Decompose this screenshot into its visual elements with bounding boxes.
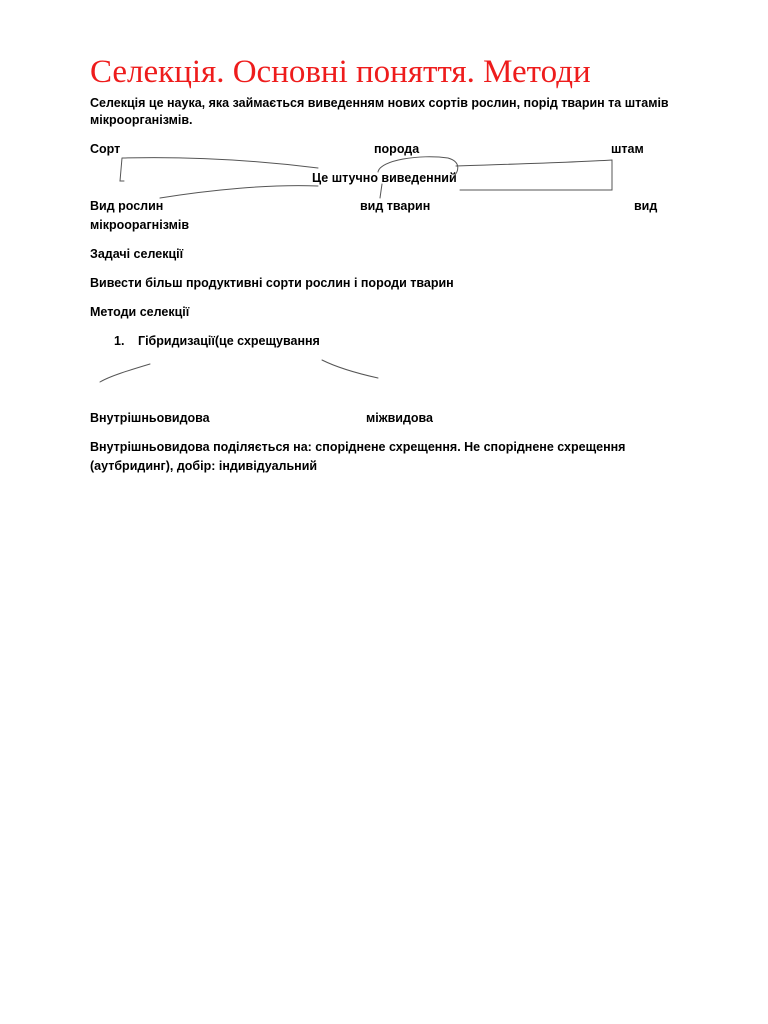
- list-item-hybridization: Гібридизації(це схрещування: [138, 334, 320, 348]
- diagram-label-microorganisms: мікроорагнізмів: [90, 218, 190, 232]
- list-item-number: 1.: [114, 334, 125, 348]
- connector-sort-bracket: [120, 158, 318, 181]
- tasks-text: Вивести більш продуктивні сорти рослин і породи тварин: [90, 276, 454, 290]
- diagram-label-animal-species: вид тварин: [360, 199, 431, 213]
- conclusion-line-2: (аутбридинг), добір: індивідуальний: [90, 459, 318, 473]
- connector-poroda-down: [380, 184, 382, 198]
- diagram2-label-intraspecific: Внутрішньовидова: [90, 411, 210, 425]
- page-title: Селекція. Основні поняття. Методи: [90, 54, 591, 90]
- methods-heading: Методи селекції: [90, 305, 190, 319]
- diagram-label-shtam: штам: [611, 142, 644, 156]
- diagram-label-poroda: порода: [374, 142, 420, 156]
- connector-plant-species: [160, 186, 318, 198]
- intro-line-1: Селекція це наука, яка займається виведенням нових сортів рослин, порід тварин та штамів: [90, 96, 669, 110]
- diagram-label-vyd: вид: [634, 199, 658, 213]
- tasks-heading: Задачі селекції: [90, 247, 184, 261]
- connector-poroda-loop: [378, 157, 458, 176]
- connector-shtam-bracket: [456, 160, 612, 190]
- branch-left: [100, 364, 150, 382]
- diagram-label-sort: Сорт: [90, 142, 121, 156]
- conclusion-line-1: Внутрішньовидова поділяється на: споріднене схрещення. Не споріднене схрещення: [90, 440, 626, 454]
- diagram-label-plant-species: Вид рослин: [90, 199, 164, 213]
- diagram-center-label: Це штучно виведенний: [312, 171, 457, 185]
- intro-line-2: мікроорганізмів.: [90, 113, 193, 127]
- branch-right: [322, 360, 378, 378]
- diagram2-label-interspecific: міжвидова: [366, 411, 433, 425]
